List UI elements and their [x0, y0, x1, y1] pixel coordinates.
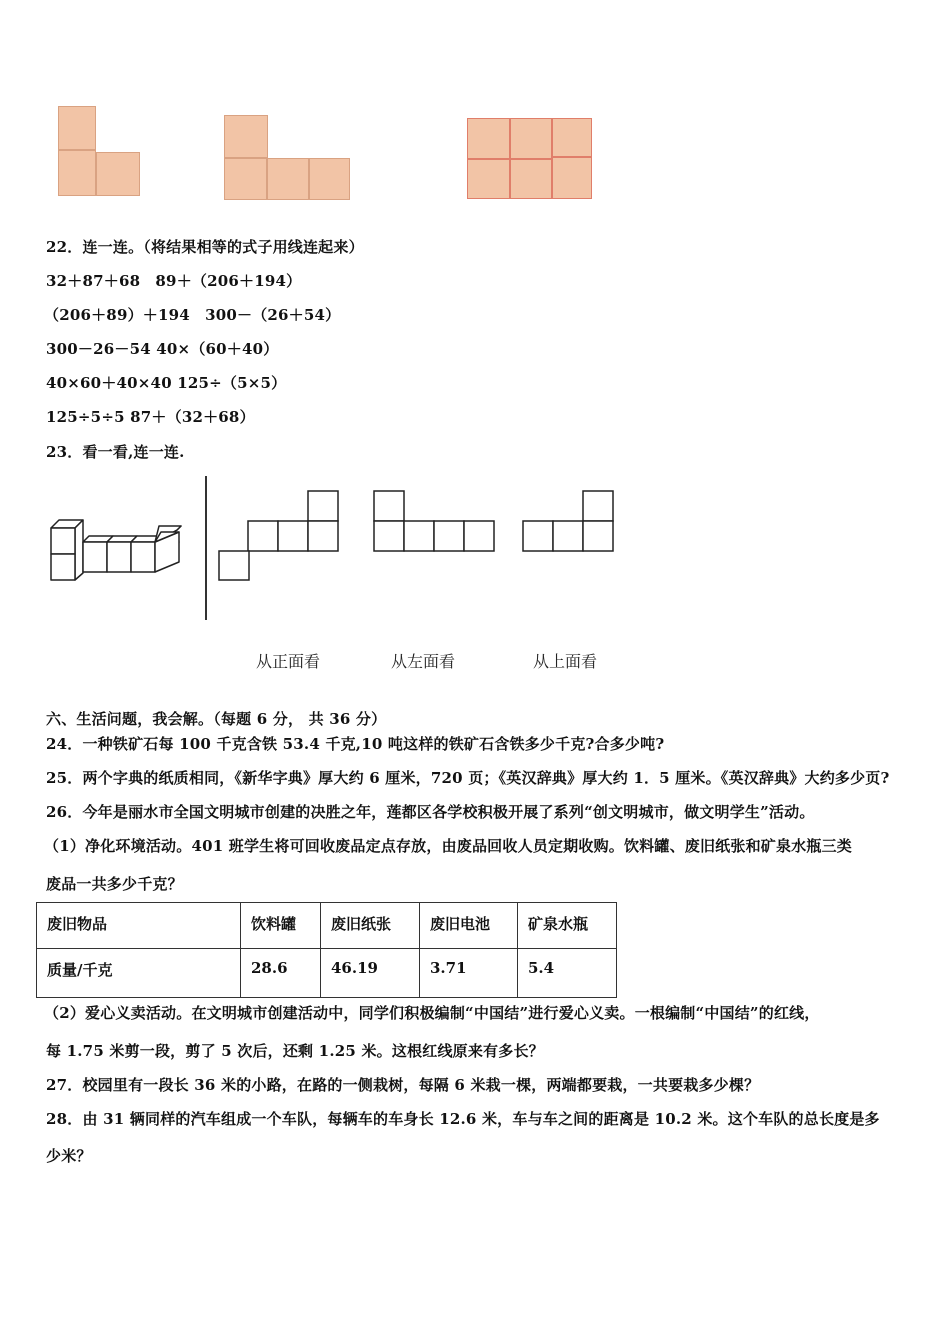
q26-part2-line1: （2）爱心义卖活动。在文明城市创建活动中，同学们积极编制“中国结”进行爱心义卖。一根编制“中国结”的红线， [44, 1004, 820, 1022]
table-cell: 46.19 [321, 949, 420, 998]
q22-title: 22．连一连。（将结果相等的式子用线连起来） [46, 238, 364, 256]
view-shape-1 [218, 490, 342, 582]
table-header-cell: 废旧电池 [420, 903, 518, 949]
q26-title: 26．今年是丽水市全国文明城市创建的决胜之年，莲都区各学校积极开展了系列“创文明城市，做文明学生”活动。 [46, 803, 815, 821]
cube-figure [46, 518, 186, 584]
q22-row-1: 32＋87＋68 89＋（206＋194） [46, 272, 302, 290]
section-6-title: 六、生活问题，我会解。（每题 6 分， 共 36 分） [46, 710, 387, 728]
table-cell: 3.71 [420, 949, 518, 998]
table-row [37, 949, 617, 998]
table-header-cell: 饮料罐 [241, 903, 321, 949]
q27-text: 27．校园里有一段长 36 米的小路，在路的一侧栽树，每隔 6 米栽一棵，两端都要栽，一共要栽多少棵？ [46, 1076, 760, 1094]
q26-part1-line2: 废品一共多少千克？ [46, 875, 183, 893]
q25-text: 25．两个字典的纸质相同，《新华字典》厚大约 6 厘米，720 页；《英汉辞典》厚大约 1．5 厘米。《英汉辞典》大约多少页? [46, 769, 890, 787]
table-header-cell: 废旧物品 [37, 903, 241, 949]
view-shape-3 [521, 490, 615, 554]
table-cell: 质量/千克 [37, 949, 241, 998]
waste-table [36, 902, 617, 998]
q22-row-5: 125÷5÷5 87＋（32＋68） [46, 408, 255, 426]
q28-line2: 少米？ [46, 1147, 92, 1165]
q26-part2-line2: 每 1.75 米剪一段，剪了 5 次后，还剩 1.25 米。这根红线原来有多长？ [46, 1042, 544, 1060]
caption-front-view: 从正面看 [256, 652, 321, 671]
view-shape-2 [372, 490, 496, 554]
caption-top-view: 从上面看 [533, 652, 598, 671]
table-cell: 5.4 [518, 949, 617, 998]
table-cell: 28.6 [241, 949, 321, 998]
q22-row-2: （206＋89）＋194 300－（26＋54） [44, 306, 341, 324]
q22-row-3: 300－26－54 40×（60＋40） [46, 340, 279, 358]
q24-text: 24．一种铁矿石每 100 千克含铁 53.4 千克,10 吨这样的铁矿石含铁多少千克?合多少吨? [46, 735, 665, 753]
table-header-cell: 矿泉水瓶 [518, 903, 617, 949]
table-header-cell: 废旧纸张 [321, 903, 420, 949]
table-header-row [37, 903, 617, 949]
caption-left-view: 从左面看 [391, 652, 456, 671]
q26-part1-line1: （1）净化环境活动。401 班学生将可回收废品定点存放，由废品回收人员定期收购。饮料罐、废旧纸张和矿泉水瓶三类 [44, 837, 852, 855]
q28-line1: 28．由 31 辆同样的汽车组成一个车队，每辆车的车身长 12.6 米，车与车之间的距离是 10.2 米。这个车队的总长度是多 [46, 1110, 880, 1128]
divider-line [205, 476, 207, 620]
q23-title: 23．看一看,连一连. [46, 443, 185, 461]
q22-row-4: 40×60＋40×40 125÷（5×5） [46, 374, 287, 392]
